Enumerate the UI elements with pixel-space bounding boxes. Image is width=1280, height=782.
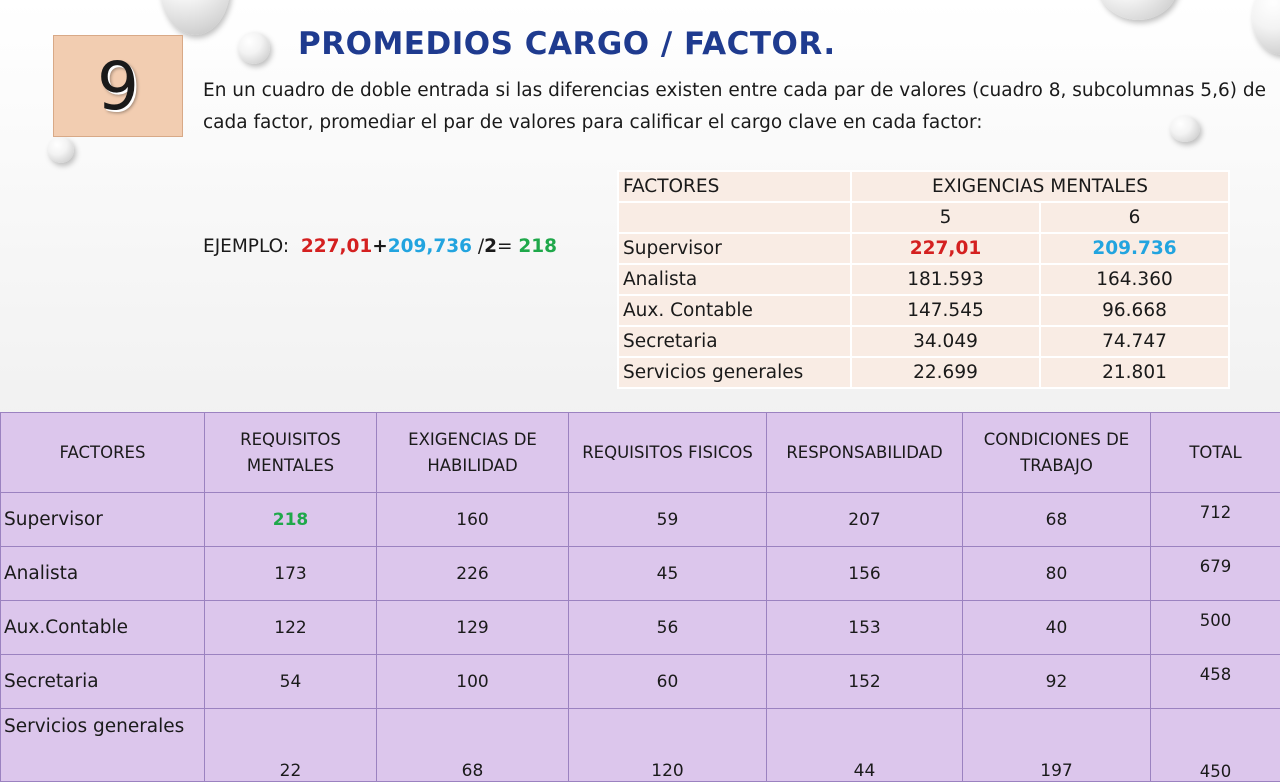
small-table-subcol-5: 5	[851, 202, 1040, 233]
small-table-cell: 74.747	[1040, 326, 1229, 357]
total-cell: 500	[1151, 601, 1280, 655]
table-cell: 45	[569, 547, 767, 601]
water-drop-decoration	[238, 32, 270, 64]
example-label: EJEMPLO:	[203, 236, 289, 257]
table-row	[1, 547, 1280, 601]
table-cell: 160	[377, 493, 569, 547]
small-table-row-name: Aux. Contable	[618, 295, 851, 326]
table-row	[1, 601, 1280, 655]
table-cell: 68	[963, 493, 1151, 547]
column-header: RESPONSABILIDAD	[767, 413, 963, 493]
total-cell: 679	[1151, 547, 1280, 601]
example-plus: +	[372, 236, 388, 257]
table-cell: 92	[963, 655, 1151, 709]
total-cell: 458	[1151, 655, 1280, 709]
table-cell: 197	[963, 709, 1151, 782]
table-cell: 59	[569, 493, 767, 547]
small-table-cell: 181.593	[851, 264, 1040, 295]
total-cell: 450	[1151, 709, 1280, 782]
column-header: EXIGENCIAS DE HABILIDAD	[377, 413, 569, 493]
column-header: REQUISITOS FISICOS	[569, 413, 767, 493]
column-header: REQUISITOS MENTALES	[205, 413, 377, 493]
column-header: TOTAL	[1151, 413, 1280, 493]
small-table-subcol-6: 6	[1040, 202, 1229, 233]
table-row	[1, 709, 1280, 782]
small-table-cell: 209.736	[1040, 233, 1229, 264]
intro-paragraph: En un cuadro de doble entrada si las diferencias existen entre cada par de valores (cuadro 8, subcolumnas 5,6) de cada factor, promediar el par de valores para calificar el cargo clave en cada factor:	[203, 75, 1273, 139]
table-cell: 22	[205, 709, 377, 782]
table-cell: 60	[569, 655, 767, 709]
column-header: CONDICIONES DE TRABAJO	[963, 413, 1151, 493]
row-name: Servicios generales	[1, 709, 205, 782]
table-row	[1, 655, 1280, 709]
small-table-row-name: Secretaria	[618, 326, 851, 357]
small-table-row-name: Servicios generales	[618, 357, 851, 388]
table-cell: 226	[377, 547, 569, 601]
slide-number: 9	[97, 48, 139, 125]
table-cell: 44	[767, 709, 963, 782]
table-row	[1, 493, 1280, 547]
example-divisor: 2	[484, 236, 497, 257]
small-table-cell: 34.049	[851, 326, 1040, 357]
small-table-header-factores: FACTORES	[618, 171, 851, 202]
slide-number-badge	[53, 35, 183, 137]
example-divide: /	[472, 236, 484, 257]
small-table-header-factor: EXIGENCIAS MENTALES	[851, 171, 1229, 202]
table-cell: 120	[569, 709, 767, 782]
row-name: Supervisor	[1, 493, 205, 547]
row-name: Analista	[1, 547, 205, 601]
table-cell: 152	[767, 655, 963, 709]
table-cell: 129	[377, 601, 569, 655]
small-table-cell: 147.545	[851, 295, 1040, 326]
table-cell: 153	[767, 601, 963, 655]
small-table-cell: 22.699	[851, 357, 1040, 388]
small-table-empty-cell	[618, 202, 851, 233]
table-cell: 68	[377, 709, 569, 782]
example-value-2: 209,736	[388, 236, 472, 257]
table-cell: 207	[767, 493, 963, 547]
water-drop-decoration	[48, 137, 74, 163]
table-cell: 156	[767, 547, 963, 601]
row-name: Secretaria	[1, 655, 205, 709]
small-table-cell: 164.360	[1040, 264, 1229, 295]
small-table-cell: 96.668	[1040, 295, 1229, 326]
example-result: 218	[518, 236, 557, 257]
example-equals: =	[497, 236, 513, 257]
column-header: FACTORES	[1, 413, 205, 493]
table-cell: 54	[205, 655, 377, 709]
table-cell: 122	[205, 601, 377, 655]
total-cell: 712	[1151, 493, 1280, 547]
row-name: Aux.Contable	[1, 601, 205, 655]
small-table-row-name: Supervisor	[618, 233, 851, 264]
table-cell: 40	[963, 601, 1151, 655]
small-table-cell: 21.801	[1040, 357, 1229, 388]
table-cell: 56	[569, 601, 767, 655]
example-formula	[203, 236, 557, 257]
small-table-row-name: Analista	[618, 264, 851, 295]
page-title: PROMEDIOS CARGO / FACTOR.	[298, 26, 836, 62]
table-cell: 173	[205, 547, 377, 601]
example-value-1: 227,01	[301, 236, 372, 257]
promedios-table	[0, 412, 1280, 782]
table-cell: 218	[205, 493, 377, 547]
small-table-cell: 227,01	[851, 233, 1040, 264]
exigencias-mentales-table	[617, 170, 1230, 389]
table-cell: 80	[963, 547, 1151, 601]
table-cell: 100	[377, 655, 569, 709]
